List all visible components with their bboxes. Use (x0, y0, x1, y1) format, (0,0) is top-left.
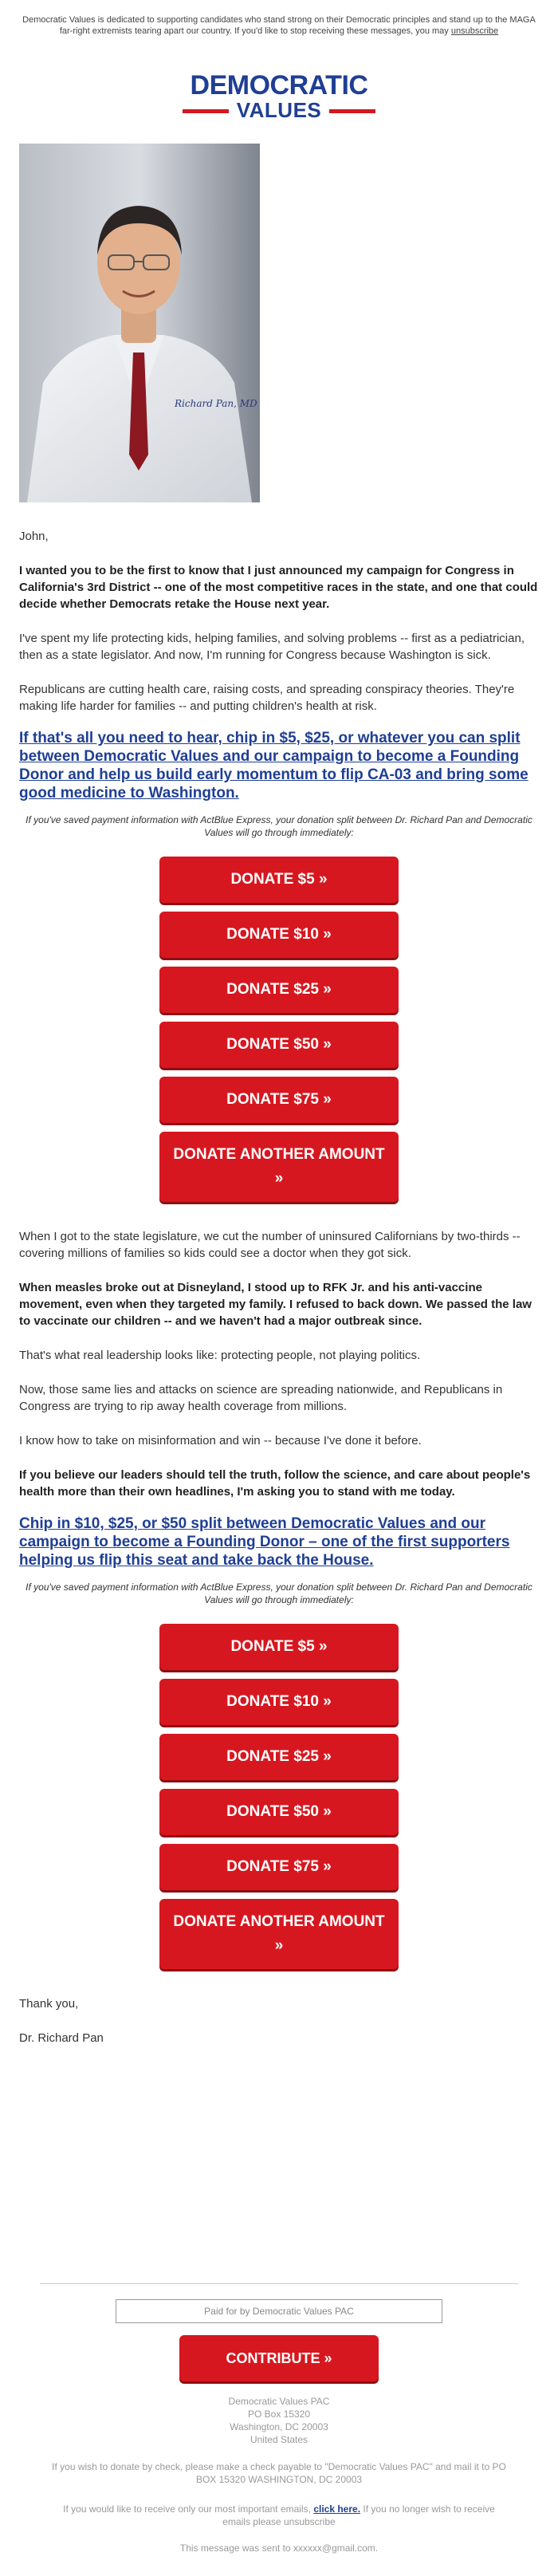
logo-line1: DEMOCRATIC (190, 70, 368, 100)
donate-25-button[interactable]: DONATE $25 » (159, 967, 399, 1013)
logo-bar-right (329, 109, 375, 113)
address-line: PO Box 15320 (247, 2409, 311, 2420)
candidate-photo (19, 144, 260, 502)
check-donation-note: If you wish to donate by check, please make a check payable to "Democratic Values PAC" and mail it to PO BOX 15320 WASHINGTON, DC 20003 (52, 2461, 506, 2485)
actblue-note-1: If you've saved payment information with ActBlue Express, your donation split between Dr. Richard Pan and Democratic Values will go through immediately: (26, 814, 532, 838)
actblue-note-2: If you've saved payment information with ActBlue Express, your donation split between Dr. Richard Pan and Democratic Values will go through immediately: (26, 1581, 532, 1605)
donate-5-button[interactable]: DONATE $5 » (159, 857, 399, 903)
donate-75-button[interactable]: DONATE $75 » (159, 1077, 399, 1123)
donate-75-button[interactable]: DONATE $75 » (159, 1844, 399, 1890)
sent-to-note: This message was sent to xxxxxx@gmail.com. (179, 2543, 379, 2554)
paragraph-republicans: Republicans are cutting health care, raising costs, and spreading conspiracy theories. They're making life harder for families -- and putting children's health at risk. (19, 683, 515, 713)
donate-link-2[interactable]: Chip in $10, $25, or $50 split between Democratic Values and our campaign to become a Founding Donor – one of the first supporters helping us flip this seat and take back the House. (19, 1515, 510, 1569)
paragraph-lies: Now, those same lies and attacks on science are spreading nationwide, and Republicans in Congress are trying to rip away health coverage from millions. (19, 1383, 503, 1413)
paragraph-background: I've spent my life protecting kids, helping families, and solving problems -- first as a pediatrician, then as a state legislator. And now, I'm running for Congress because Washington is sick. (19, 632, 525, 662)
greeting: John, (19, 530, 49, 543)
logo-line2: VALUES (236, 98, 322, 122)
paid-for-disclaimer: Paid for by Democratic Values PAC (116, 2299, 442, 2323)
unsubscribe-link[interactable]: unsubscribe (450, 26, 499, 36)
unsubscribe-text: If you no longer wish to receive emails please unsubscribe (222, 2503, 495, 2527)
important-emails-link[interactable]: click here. (313, 2503, 361, 2515)
important-emails-text: If you would like to receive only our most important emails, (63, 2503, 311, 2515)
paragraph-announcement: I wanted you to be the first to know that I just announced my campaign for Congress in California's 3rd District -- one of the most competitive races in the state, and one that could decide whether Democrats retake the House next year. (19, 564, 538, 611)
donate-link-1[interactable]: If that's all you need to hear, chip in $5, $25, or whatever you can split between Democratic Values and our campaign to become a Founding Donor and help us build early momentum to flip CA-03 and bring some good medicine to Washington. (19, 730, 529, 802)
donate-5-button[interactable]: DONATE $5 » (159, 1624, 399, 1670)
donate-buttons-group-1 (19, 857, 539, 1211)
democratic-values-logo (179, 72, 379, 121)
footer-address (40, 2395, 518, 2446)
preheader-text: Democratic Values is dedicated to supporting candidates who stand strong on their Democratic principles and stand up to the MAGA far-right extremists tearing apart our country. If you'd like to stop receiving these messages, you may (22, 15, 536, 36)
paragraph-measles: When measles broke out at Disneyland, I stood up to RFK Jr. and his anti-vaccine movement, even when they targeted my family. I refused to back down. We passed the law to vaccinate our children -- and we haven't had a major outbreak since. (19, 1281, 532, 1328)
email-preferences (56, 2503, 502, 2528)
paragraph-misinformation: I know how to take on misinformation and win -- because I've done it before. (19, 1434, 422, 1448)
donate-other-amount-button[interactable]: DONATE ANOTHER AMOUNT » (159, 1132, 399, 1202)
closing: Thank you, (19, 1997, 79, 2011)
preheader (16, 14, 542, 37)
logo-bar-left (183, 109, 229, 113)
coat-embroidery: Richard Pan, MD (175, 398, 257, 409)
address-line: Democratic Values PAC (228, 2396, 330, 2407)
address-line: United States (250, 2434, 308, 2445)
signature: Dr. Richard Pan (19, 2031, 104, 2045)
donate-other-amount-button[interactable]: DONATE ANOTHER AMOUNT » (159, 1899, 399, 1969)
donate-10-button[interactable]: DONATE $10 » (159, 1679, 399, 1725)
paragraph-ask: If you believe our leaders should tell the truth, follow the science, and care about people's health more than their own headlines, I'm asking you to stand with me today. (19, 1468, 531, 1499)
donate-50-button[interactable]: DONATE $50 » (159, 1789, 399, 1835)
donate-buttons-group-2 (19, 1624, 539, 1978)
donate-10-button[interactable]: DONATE $10 » (159, 912, 399, 958)
footer-divider (40, 2283, 518, 2284)
paragraph-leadership: That's what real leadership looks like: protecting people, not playing politics. (19, 1349, 421, 1362)
donate-25-button[interactable]: DONATE $25 » (159, 1734, 399, 1780)
email-body (19, 510, 539, 2046)
contribute-button[interactable]: CONTRIBUTE » (179, 2335, 379, 2381)
address-line: Washington, DC 20003 (230, 2421, 328, 2432)
paragraph-legislature: When I got to the state legislature, we cut the number of uninsured Californians by two-thirds -- covering millions of families so kids could see a doctor when they got sick. (19, 1230, 521, 1260)
donate-50-button[interactable]: DONATE $50 » (159, 1022, 399, 1068)
